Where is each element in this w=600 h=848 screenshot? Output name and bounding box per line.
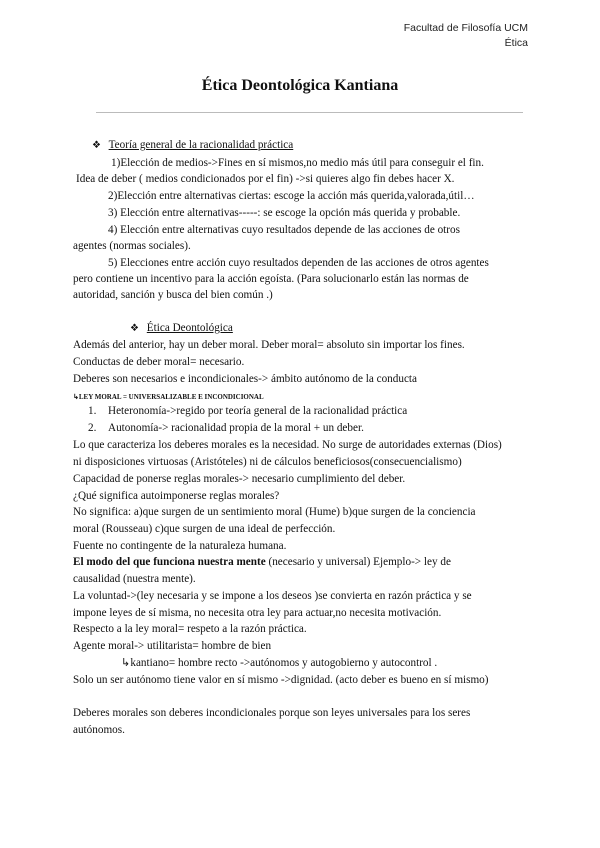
s1-line: 5) Elecciones entre acción cuyo resultados dependen de las acciones de otros agentes <box>108 257 489 269</box>
list-number: 2. <box>88 422 97 434</box>
section1-heading: Teoría general de la racionalidad práctica <box>108 139 294 151</box>
s2-line: Capacidad de ponerse reglas morales-> necesario cumplimiento del deber. <box>73 473 406 485</box>
s2-line: No significa: a)que surgen de un sentimiento moral (Hume) b)que surgen de la conciencia <box>73 506 476 518</box>
list-item-text: Heteronomía->regido por teoría general de la racionalidad práctica <box>108 405 408 417</box>
s2-line: Lo que caracteriza los deberes morales es la necesidad. No surge de autoridades externas (Dios) <box>73 439 502 451</box>
s2-line: Fuente no contingente de la naturaleza humana. <box>73 540 287 552</box>
s2-line: Además del anterior, hay un deber moral. Deber moral= absoluto sin importar los fines. <box>73 339 465 351</box>
s2-line: Deberes morales son deberes incondicionales porque son leyes universales para los seres <box>73 707 471 719</box>
list-item <box>88 404 96 418</box>
s2-line: Respecto a la ley moral= respeto a la razón práctica. <box>73 623 307 635</box>
s2-line: moral (Rousseau) c)que surgen de una ideal de perfección. <box>73 523 336 535</box>
s1-line: pero contiene un incentivo para la acción egoísta. (Para solucionarlo están las normas de <box>73 273 469 285</box>
diamond-bullet-icon: ❖ <box>92 140 101 151</box>
s1-line: 2)Elección entre alternativas ciertas: escoge la acción más querida,valorada,útil… <box>108 190 475 202</box>
list-item <box>88 421 96 435</box>
header-subject: Ética <box>504 37 528 49</box>
s1-line: autoridad, sanción y busca del bien común .) <box>73 289 273 301</box>
line-rest: (necesario y universal) Ejemplo-> ley de <box>265 556 451 568</box>
s2-moral-law: ↳LEY MORAL = UNIVERSALIZABLE E INCONDICIONAL <box>73 393 264 401</box>
s1-line: Idea de deber ( medios condicionados por el fin) ->si quieres algo fin debes hacer X. <box>76 173 455 185</box>
s2-line: impone leyes de sí misma, no necesita otra ley para actuar,no necesita motivación. <box>73 607 442 619</box>
section2-heading: Ética Deontológica <box>146 322 233 334</box>
s2-line: Conductas de deber moral= necesario. <box>73 356 245 368</box>
s2-line: Deberes son necesarios e incondicionales-> ámbito autónomo de la conducta <box>73 373 417 385</box>
s2-line: causalidad (nuestra mente). <box>73 573 196 585</box>
s2-line: ni disposiciones virtuosas (Aristóteles) ni de cálculos beneficiosos(consecuencialismo) <box>73 456 462 468</box>
section2-heading-row <box>130 321 233 336</box>
header-faculty: Facultad de Filosofía UCM <box>403 22 528 34</box>
diamond-bullet-icon: ❖ <box>130 323 139 334</box>
page-title: Ética Deontológica Kantiana <box>201 77 399 94</box>
s2-line: La voluntad->(ley necesaria y se impone a los deseos )se convierta en razón práctica y se <box>73 590 472 602</box>
s1-line: 1)Elección de medios->Fines en sí mismos,no medio más útil para conseguir el fin. <box>111 157 484 169</box>
s2-line-mind <box>73 555 451 569</box>
title-divider <box>96 112 523 113</box>
list-item-text: Autonomía-> racionalidad propia de la moral + un deber. <box>108 422 364 434</box>
s1-line: 3) Elección entre alternativas-----: se escoge la opción más querida y probable. <box>108 207 461 219</box>
s1-line: agentes (normas sociales). <box>73 240 191 252</box>
s2-line: autónomos. <box>73 724 125 736</box>
s1-line: 4) Elección entre alternativas cuyo resultados depende de las acciones de otros <box>108 224 460 236</box>
section1-heading-row <box>92 138 293 153</box>
s2-line: ↳kantiano= hombre recto ->autónomos y autogobierno y autocontrol . <box>121 657 438 669</box>
list-number: 1. <box>88 405 97 417</box>
bold-phrase: El modo del que funciona nuestra mente <box>73 556 266 568</box>
s2-line: ¿Qué significa autoimponerse reglas morales? <box>73 490 280 502</box>
s2-line: Agente moral-> utilitarista= hombre de bien <box>73 640 272 652</box>
s2-line: Solo un ser autónomo tiene valor en sí mismo ->dignidad. (acto deber es bueno en sí mismo) <box>73 674 489 686</box>
